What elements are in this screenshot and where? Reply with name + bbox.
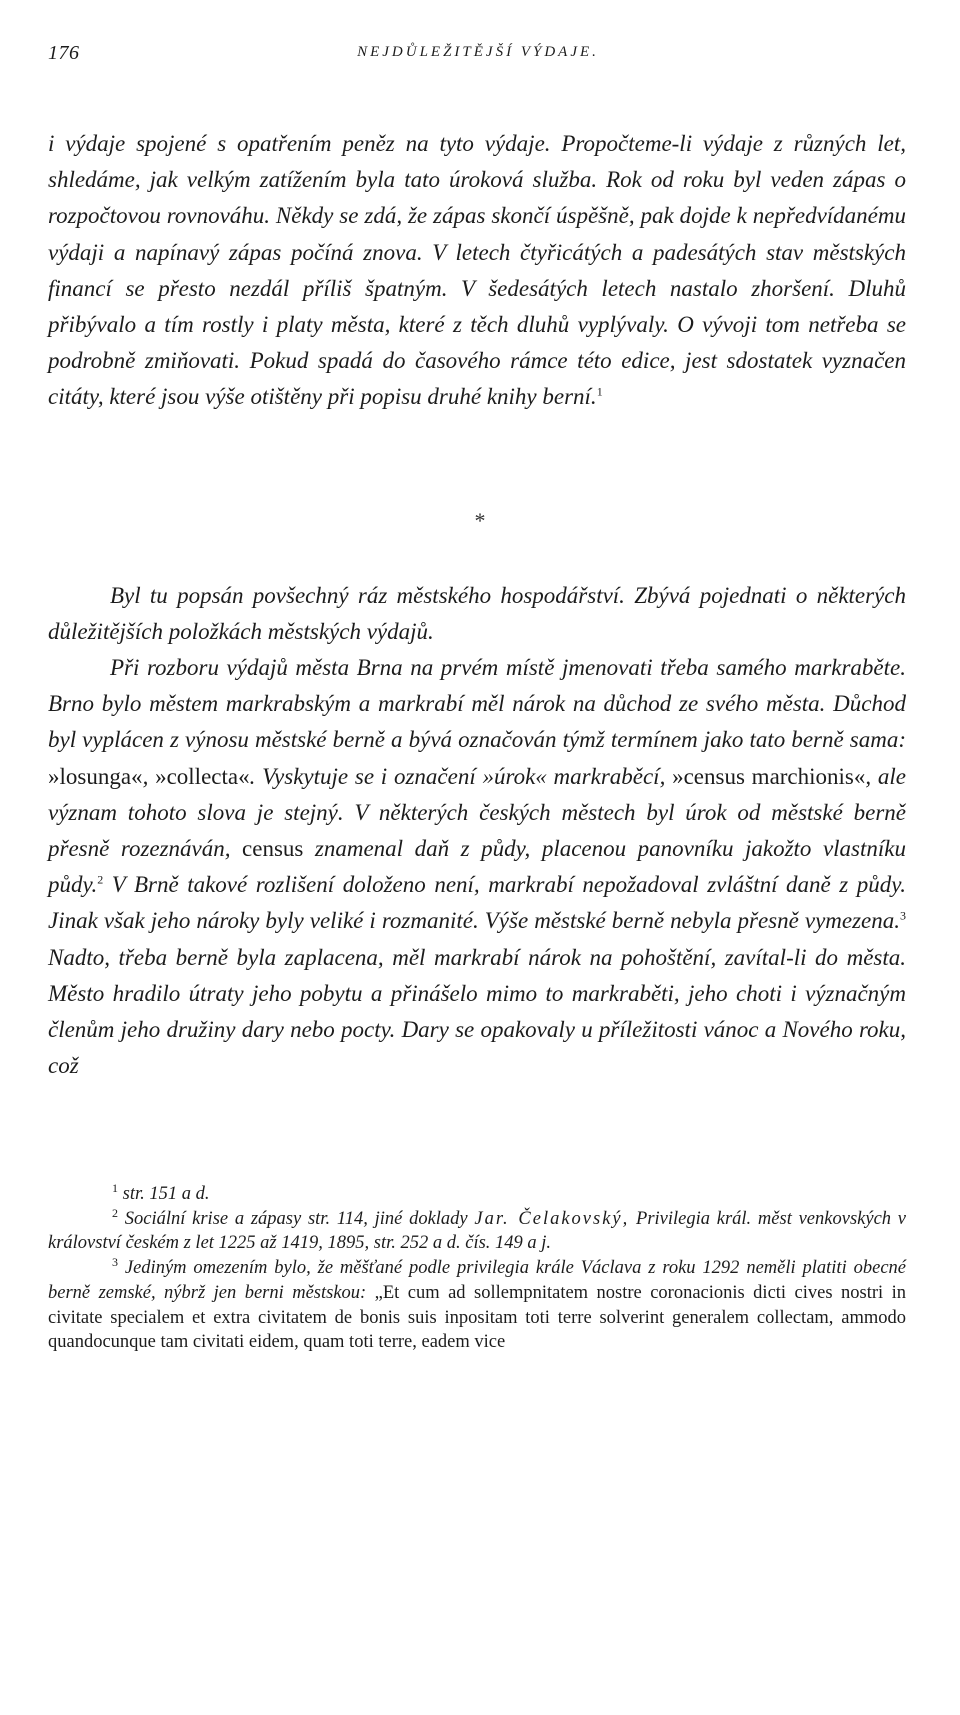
paragraph-1 — [48, 126, 906, 416]
term-census-marchionis: »census marchionis« — [672, 763, 866, 789]
footnote-3 — [48, 1256, 906, 1355]
section-separator: * — [474, 508, 486, 533]
footnote-2-mark: 2 — [112, 1205, 118, 1220]
term-census: census — [242, 836, 304, 862]
paragraph-1-text: i výdaje spojené s opatřením peněz na tyto výdaje. Propočteme-li výdaje z různých let, shledáme, jak velkým zatížením byla tato úroková služba. Rok od roku byl veden zápas o rozpočtovou rovnováhu. Někdy se zdá, že zápas skončí úspěšně, pak dojde k nepředvídanému výdaji a napínavý zápas počíná znova. V letech čtyřicátých a padesátých stav městských financí se přesto nezdál příliš špatným. V šedesátých letech nastalo zhoršení. Dluhů přibývalo a tím rostly i platy města, které z těch dluhů vyplývaly. O vývoji tom netřeba se podrobně zmiňovati. Pokud spadá do časového rámce této edice, jest sdostatek vyznačen citáty, které jsou výše otištěny při popisu druhé knihy berní. — [48, 131, 906, 410]
term-separator: , — [142, 763, 156, 789]
paragraph-3-text-e: V Brně takové rozlišení doloženo není, markrabí nepožadoval zvláštní daně z půdy. Jinak však jeho nároky byly veliké i rozmanité. Výše městské berně nebyla přesně vymezena. — [48, 872, 906, 934]
page-header — [48, 42, 908, 72]
running-head: NEJDŮLEŽITĚJŠÍ VÝDAJE. — [357, 44, 599, 60]
footnote-1 — [48, 1182, 906, 1207]
footnote-3-text: Jediným omezením bylo, že měšťané podle privilegia krále Václava z roku 1292 neměli platiti obecné berně zemské, nýbrž jen berni městskou: — [48, 1258, 906, 1303]
footnote-2 — [48, 1207, 906, 1256]
footnote-2-text-a: Sociální krise a zápasy str. 114, jiné doklady — [118, 1208, 475, 1229]
paragraph-3-text-c: , ale význam tohoto slova je stejný. V některých českých městech byl úrok od městské berně přesně rozeznáván, — [48, 763, 906, 862]
term-collecta: »collecta« — [155, 763, 250, 789]
paragraph-3 — [48, 650, 906, 1084]
footnote-ref-3: 3 — [900, 908, 906, 923]
paragraph-3-text-f: Nadto, třeba berně byla zaplacena, měl markrabí nárok na pohoštění, zavítal-li do města. Město hradilo útraty jeho pobytu a přinášelo mimo to markraběti, jeho choti i význačným členům jeho družiny dary nebo pocty. Dary se opakovaly u příležitosti vánoc a Nového roku, což — [48, 944, 906, 1079]
footnote-3-mark: 3 — [112, 1254, 118, 1269]
footnote-ref-1: 1 — [596, 384, 603, 399]
term-losunga: »losunga« — [48, 763, 143, 789]
paragraph-2: Byl tu popsán povšechný ráz městského hospodářství. Zbývá pojednati o některých důležitějších položkách městských výdajů. — [48, 583, 906, 645]
footnote-1-mark: 1 — [112, 1180, 118, 1195]
paragraph-3-text-d: znamenal daň z půdy, placenou panovníku jakožto vlastníku půdy. — [48, 836, 906, 898]
paragraph-3-text-a: Při rozboru výdajů města Brna na prvém místě jmenovati třeba samého markraběte. Brno bylo městem markrabským a markrabí měl nárok na důchod ze svého města. Důchod byl vyplácen z výnosu městské berně a bývá označován týmž termínem jako tato berně sama: — [48, 655, 906, 753]
footnote-3-latin-quote: „Et cum ad sollempnitatem nostre coronacionis dicti cives nostri in civitate specialem et extra civitatem de bonis suis inpositam toti terre solverint generalem collectam, ammodo quandocunque tam civitati eidem, quam toti terre, eadem vice — [48, 1282, 906, 1353]
paragraph-3-text-b: . Vyskytuje se i označení »úrok« markraběcí, — [249, 763, 673, 789]
footnotes — [48, 1182, 906, 1355]
footnote-1-text: str. 151 a d. — [118, 1184, 210, 1204]
footnote-2-author: Jar. Čelakovský, — [474, 1208, 630, 1229]
page-number: 176 — [48, 42, 80, 64]
footnote-ref-2: 2 — [97, 872, 104, 887]
footnote-2-text-b: Privilegia král. měst venkovských v království českém z let 1225 až 1419, 1895, str. 252 a d. čís. 149 a j. — [48, 1208, 906, 1254]
